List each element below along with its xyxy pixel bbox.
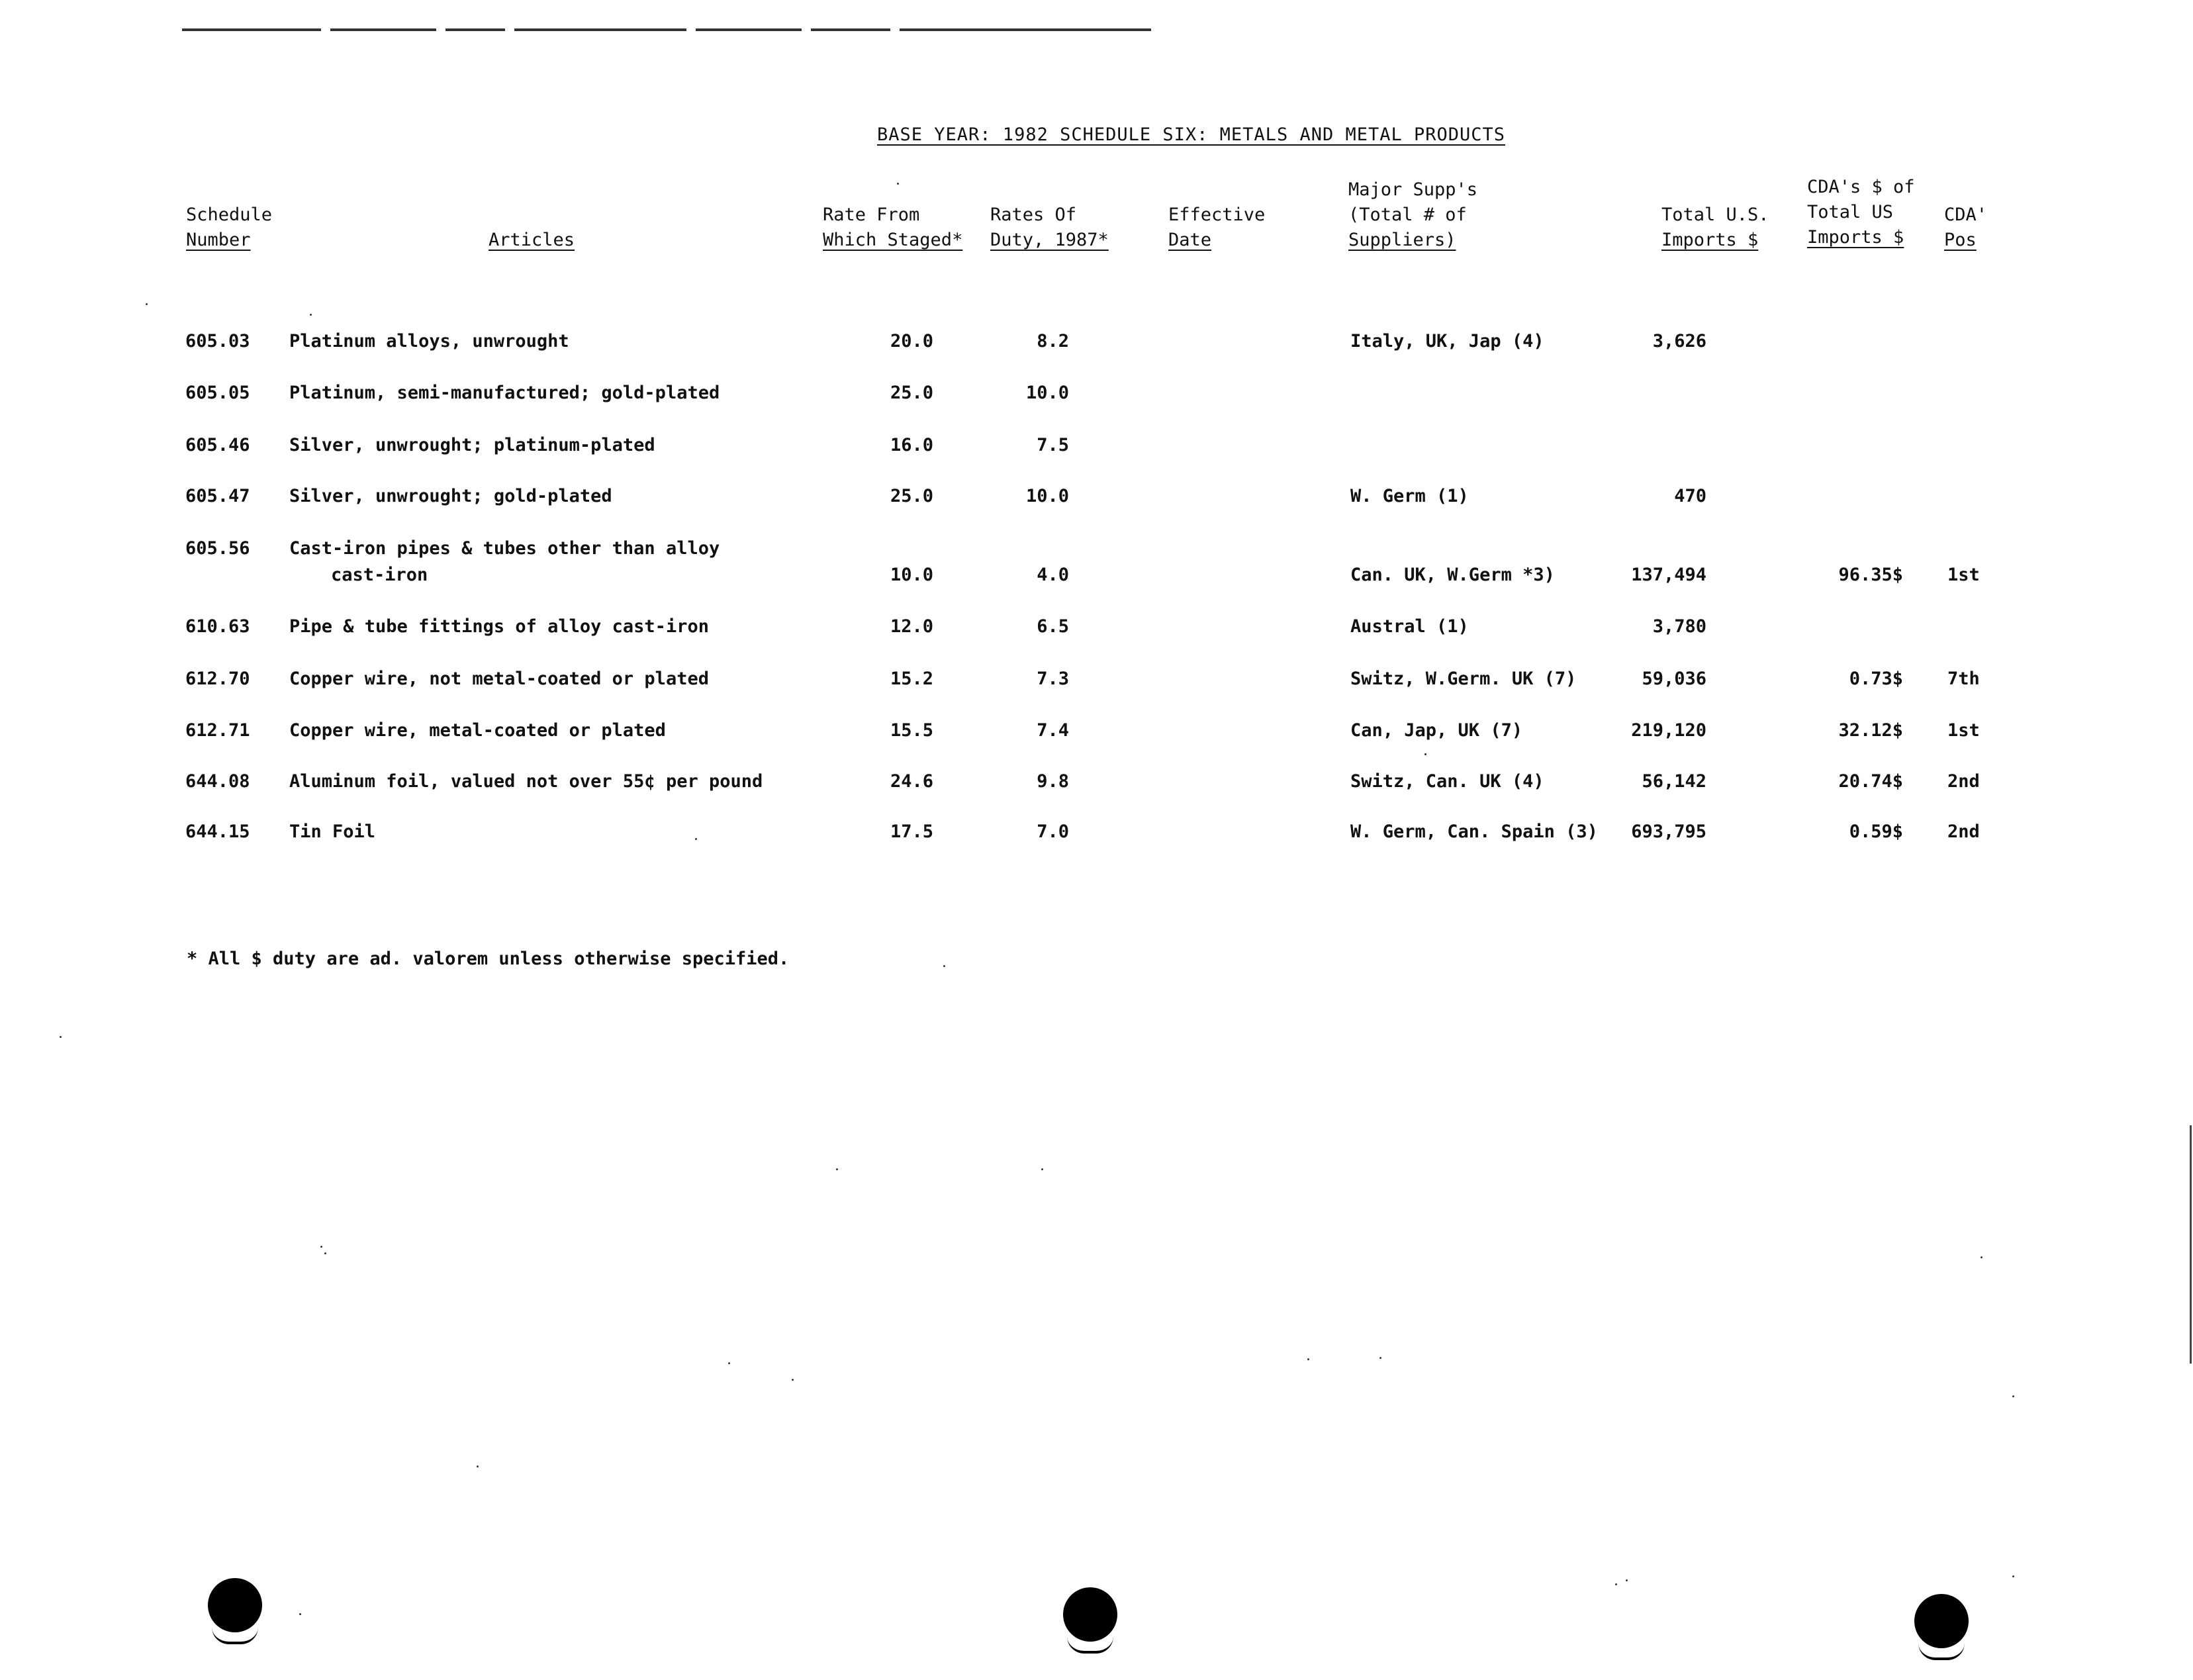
major-suppliers: Switz, Can. UK (4)	[1350, 771, 1544, 792]
major-suppliers: W. Germ, Can. Spain (3)	[1350, 821, 1598, 842]
rate-1987-value: 10.0	[1025, 383, 1069, 403]
cda-position: 2nd	[1947, 821, 1980, 842]
header-articles: Articles	[489, 230, 575, 250]
speck	[943, 965, 945, 967]
article-text: Tin Foil	[289, 821, 376, 842]
header-effective-line1: Effective	[1168, 205, 1266, 225]
rate-1987-value: 7.4	[1037, 720, 1069, 741]
header-suppliers	[1348, 177, 1477, 253]
speck	[1307, 1358, 1309, 1360]
header-cda-pos-line2: Pos	[1944, 230, 1977, 250]
binder-hole-center	[1063, 1587, 1117, 1642]
header-cda-share-line2: Total US	[1807, 202, 1894, 222]
speck	[1626, 1579, 1628, 1581]
schedule-number: 605.05	[185, 383, 250, 403]
schedule-number: 612.70	[185, 669, 250, 689]
page-title: BASE YEAR: 1982 SCHEDULE SIX: METALS AND METAL PRODUCTS	[877, 124, 1506, 145]
major-suppliers: Austral (1)	[1350, 616, 1469, 637]
rate-1987-value: 6.5	[1037, 616, 1069, 637]
total-us-imports: 693,795	[1631, 821, 1706, 842]
header-schedule-line1: Schedule	[186, 205, 273, 225]
rate-1987-value: 7.0	[1037, 821, 1069, 842]
major-suppliers: Italy, UK, Jap (4)	[1350, 331, 1544, 351]
header-suppliers-line3: Suppliers)	[1348, 230, 1456, 250]
schedule-number: 644.15	[185, 821, 250, 842]
speck	[836, 1168, 838, 1170]
rate-from-value: 25.0	[890, 486, 933, 506]
schedule-number: 605.56	[185, 538, 250, 559]
major-suppliers: Can, Jap, UK (7)	[1350, 720, 1523, 741]
article-text: cast-iron	[331, 565, 428, 585]
scan-artifact-line	[182, 23, 1162, 42]
speck	[2012, 1395, 2014, 1397]
article-text: Pipe & tube fittings of alloy cast-iron	[289, 616, 709, 637]
header-suppliers-line1: Major Supp's	[1348, 179, 1478, 200]
rate-from-value: 15.2	[890, 669, 933, 689]
header-schedule-line2: Number	[186, 230, 251, 250]
speck	[2012, 1575, 2014, 1577]
speck	[1615, 1583, 1617, 1585]
header-total-us-line1: Total U.S.	[1661, 205, 1769, 225]
header-effective-line2: Date	[1168, 230, 1212, 250]
header-rate-from-line1: Rate From	[823, 205, 920, 225]
header-total-us-line2: Imports $	[1661, 230, 1759, 250]
total-us-imports: 3,626	[1652, 331, 1706, 351]
schedule-number: 605.46	[185, 435, 250, 455]
schedule-number: 610.63	[185, 616, 250, 637]
header-schedule	[186, 203, 272, 253]
speck	[324, 1252, 326, 1254]
header-rate-from	[823, 203, 962, 253]
rate-from-value: 15.5	[890, 720, 933, 741]
major-suppliers: Can. UK, W.Germ *3)	[1350, 565, 1555, 585]
rate-1987-value: 9.8	[1037, 771, 1069, 792]
article-text: Platinum, semi-manufactured; gold-plated	[289, 383, 720, 403]
header-cda-pos-line1: CDA'	[1944, 205, 1988, 225]
rate-from-value: 10.0	[890, 565, 933, 585]
cda-share: 0.73$	[1849, 669, 1903, 689]
major-suppliers: W. Germ (1)	[1350, 486, 1469, 506]
header-cda-share-line1: CDA's $ of	[1807, 177, 1915, 197]
header-cda-pos	[1944, 203, 1987, 253]
schedule-number: 605.47	[185, 486, 250, 506]
rate-from-value: 24.6	[890, 771, 933, 792]
header-rates-of-line2: Duty, 1987*	[990, 230, 1109, 250]
cda-position: 2nd	[1947, 771, 1980, 792]
speck	[299, 1613, 301, 1615]
total-us-imports: 56,142	[1642, 771, 1706, 792]
header-effective	[1168, 203, 1265, 253]
speck	[310, 314, 312, 316]
rate-1987-value: 10.0	[1025, 486, 1069, 506]
speck	[320, 1246, 322, 1248]
article-text: Platinum alloys, unwrought	[289, 331, 569, 351]
cda-position: 1st	[1947, 565, 1980, 585]
rate-from-value: 25.0	[890, 383, 933, 403]
binder-hole-center-shadow	[1067, 1636, 1113, 1654]
speck	[477, 1466, 479, 1468]
header-total-us	[1661, 203, 1769, 253]
schedule-number: 605.03	[185, 331, 250, 351]
speck	[897, 183, 899, 185]
rate-from-value: 20.0	[890, 331, 933, 351]
speck	[1424, 753, 1426, 755]
speck	[146, 303, 148, 305]
article-text: Cast-iron pipes & tubes other than alloy	[289, 538, 720, 559]
binder-hole-right	[1914, 1594, 1969, 1648]
speck	[1379, 1357, 1381, 1359]
header-cda-share	[1807, 175, 1915, 250]
cda-share: 20.74$	[1838, 771, 1903, 792]
article-text: Copper wire, not metal-coated or plated	[289, 669, 709, 689]
cda-position: 1st	[1947, 720, 1980, 741]
total-us-imports: 59,036	[1642, 669, 1706, 689]
speck	[695, 838, 697, 840]
rate-1987-value: 7.5	[1037, 435, 1069, 455]
rate-1987-value: 8.2	[1037, 331, 1069, 351]
total-us-imports: 137,494	[1631, 565, 1706, 585]
cda-share: 96.35$	[1838, 565, 1903, 585]
header-suppliers-line2: (Total # of	[1348, 205, 1467, 225]
speck	[728, 1362, 730, 1364]
article-text: Aluminum foil, valued not over 55¢ per pound	[289, 771, 763, 792]
total-us-imports: 3,780	[1652, 616, 1706, 637]
total-us-imports: 470	[1674, 486, 1706, 506]
total-us-imports: 219,120	[1631, 720, 1706, 741]
header-cda-share-line3: Imports $	[1807, 227, 1904, 248]
rate-from-value: 17.5	[890, 821, 933, 842]
cda-share: 32.12$	[1838, 720, 1903, 741]
rate-from-value: 16.0	[890, 435, 933, 455]
header-rates-of-line1: Rates Of	[990, 205, 1077, 225]
speck	[1041, 1168, 1043, 1170]
header-rates-of	[990, 203, 1109, 253]
scan-edge	[2190, 1125, 2192, 1364]
rate-1987-value: 7.3	[1037, 669, 1069, 689]
header-rate-from-line2: Which Staged*	[823, 230, 963, 250]
rate-1987-value: 4.0	[1037, 565, 1069, 585]
cda-share: 0.59$	[1849, 821, 1903, 842]
binder-hole-right-shadow	[1918, 1643, 1965, 1660]
binder-hole-left	[208, 1578, 262, 1632]
major-suppliers: Switz, W.Germ. UK (7)	[1350, 669, 1577, 689]
speck	[1981, 1256, 1983, 1258]
rate-from-value: 12.0	[890, 616, 933, 637]
speck	[60, 1036, 62, 1038]
cda-position: 7th	[1947, 669, 1980, 689]
schedule-number: 644.08	[185, 771, 250, 792]
footnote: * All $ duty are ad. valorem unless otherwise specified.	[187, 949, 790, 969]
schedule-number: 612.71	[185, 720, 250, 741]
article-text: Silver, unwrought; gold-plated	[289, 486, 612, 506]
article-text: Silver, unwrought; platinum-plated	[289, 435, 655, 455]
binder-hole-left-shadow	[212, 1627, 258, 1644]
article-text: Copper wire, metal-coated or plated	[289, 720, 666, 741]
speck	[792, 1379, 794, 1381]
